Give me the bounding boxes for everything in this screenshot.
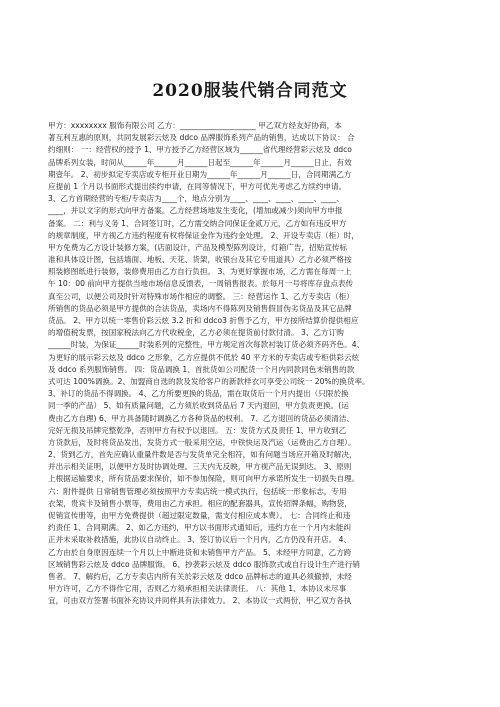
contract-body (48, 120, 452, 608)
body-line: 衣架，贵宾卡及销售小票等，费用由乙方承担。相应的配套器具，宣传招牌条幅，购物袋， (48, 498, 352, 508)
body-line: 3、乙方首期经营的专柜/专卖店为____个，地点分别为____、____、____、____、____、 (48, 194, 344, 204)
body-line: 午 10：00 前向甲方提供当地市场信息反馈表，一周销售报表。於每月一号将库存盘点表传 (48, 279, 354, 289)
body-line: 品牌系列女装，时间从______年______月______日起至______年______月______日止，有效 (48, 157, 352, 167)
body-line: 乙方由於自身原因连续一个月以上中断进货和未销售甲方产品。 5、未经甲方同意，乙方跨 (48, 547, 352, 557)
body-line: 2、货到乙方，首先应确认重量件数是否与发货单完全相符，如有问题当场应开箱及时解决， (48, 450, 357, 460)
body-line: 及 ddco 系列服饰销售。 四：货品调换 1、首批货如公司配货一个月内同款同色未销售的款 (48, 364, 355, 374)
body-line: 准和具体设计图，包括墙面、地板、天花、货架，收银台及其它专用道具）乙方必须严格按 (48, 255, 352, 265)
body-line: 方货款后，及时将货品发出，发货方式一般采用空运，中铁快运及汽运（运费由乙方自理）。 (48, 437, 356, 447)
body-line: 著互利互惠的原则，共同发展彩云炫及 ddco 品牌服饰系列产品的销售，达成以下协议： 合 (48, 133, 355, 143)
body-line: 为更好的展示彩云炫及 ddco 之形象，乙方应提供不低於 40 平方米的专卖店或专柜供彩云炫 (48, 352, 360, 362)
body-line: 式可达 100%调换。2、加盟商自选的款及发给客户的新款样衣可享受公司统一 20%的换货率。 (48, 376, 370, 386)
body-line: 区域销售彩云炫及 ddco 品牌服饰。 6、抄袭彩云炫及 ddco 服饰款式或自行设计生产进行销 (48, 559, 361, 569)
body-line: 上根据运输要求，所有货品要求保价，如不参加保险，则可向甲方承诺所发生一切损失自理。 (48, 474, 360, 484)
body-line: 约细则： 一：经营权的授予 1、甲方授予乙方经营区域为______省代理经营彩云炫及 ddco (48, 145, 352, 155)
body-line: 并出示相关证明，以便甲方及时协调处理。三天内无反映，甲方视产品无误到达。 3、原则 (48, 462, 352, 472)
body-line: 备案。 二：利与义务 1、合同签订时，乙方需交纳合同保证金贰万元，乙方如有违反甲方 (48, 218, 347, 228)
body-line: 完好无损及吊牌完整乾净，否则甲方有权予以退回。 五：发货方式及责任 1、甲方收到乙 (48, 425, 347, 435)
body-line: ____，并以文字的形式向甲方备案。乙方经营场地发生变化，(增加或减少)须向甲方申报 (48, 206, 343, 216)
body-line: 约责任 1、合同期满。 2、如乙方违约，甲方以书面形式通知后，违约方在一个月内未能纠 (48, 523, 352, 533)
body-line: 售者。 7、解约后，乙方专卖店内所有关於彩云炫及 ddco 品牌标志的道具必须撤掉，未经 (48, 571, 352, 581)
body-line: 真至公司，以便公司及时针对特殊市场作相应的调整。 三：经营运作 1、乙方专卖店（柜） (48, 291, 354, 301)
body-line: 的规章制度，甲方视乙方违约程度有权将保证金作为违约金处理。 2、开设专卖店（柜）时， (48, 230, 359, 240)
body-line: 六：附件提供 日常销售管理必须按照甲方专卖店统一模式执行，包括统一形象标志，专用 (48, 486, 347, 496)
body-line: 3、补订的货品不得调换。 4、乙方所要更换的货品，需在取货后一个月内提出（只限於换 (48, 389, 349, 399)
body-line: 宜，可由双方签署书面补充协议并同样具有法律效力。 2、本协议一式两份，甲乙双方各执 (48, 596, 352, 606)
body-line: 期壹年。 2、初步拟定专卖店或专柜开业日期为______年______月______日，合同期满乙方 (48, 169, 352, 179)
body-line: 甲方免费为乙方设计装修方案，(店面设计，产品及模型陈列设计，灯箱广告，招贴宣传标 (48, 242, 348, 252)
body-line: ______时装，为保证______时装系列的完整性，甲方规定首次每款衬装订货必须齐码齐色。4、 (48, 340, 365, 350)
body-line: 促销宣传册等，由甲方免费提供（超过限定数量，需支付相应成本费）。 七：合同终止和违 (48, 511, 351, 520)
body-line: 正并未采取补救措施，此协议自动终止。 3、签订协议后一个月内，乙方仍没有开店。 4、 (48, 535, 352, 545)
body-line: 同一季的产品） 5、如有质量问题，乙方须於收到货品后 7 天内退回，甲方负责更换。(运 (48, 401, 349, 411)
document-title: 2020服装代销合同范文 (152, 81, 348, 101)
body-line: 甲方许可，乙方不得作它用，否则乙方须承担相关法律责任。 八：其他 1、本协议未尽事 (48, 584, 347, 594)
body-line: 应提前 1 个月以书面形式提出续约申请，在同等情况下，甲方可优先考虑乙方续约申请。 (48, 181, 347, 191)
body-line: 照装修图纸进行装修，装修费用由乙方自行负担。 3、为更好掌握市场，乙方需在每周一上 (48, 267, 352, 277)
body-line: 甲方：xxxxxxxx 服饰有限公司 乙方：____________________ 甲乙双方经友好协商，本 (48, 121, 342, 130)
body-line: 货品。 2、甲方以统一零售价彩云炫 3.2 折和 ddco3 折售予乙方，甲方按所结算价提供相应 (48, 316, 359, 325)
body-line: 的增值税发票，按国家税法向乙方代收税金，乙方必须在提货前付款付清。 3、乙方订购 (48, 328, 344, 338)
body-line: 费由乙方自理) 6、甲方具备随时调换乙方各种货品的权利。 7、乙方退回的货品必须清洁、 (48, 413, 355, 423)
body-line: 所销售的货品必须是甲方提供的合法货品，卖场内不得陈列及销售假冒伪劣货品及其它品牌 (48, 303, 352, 313)
